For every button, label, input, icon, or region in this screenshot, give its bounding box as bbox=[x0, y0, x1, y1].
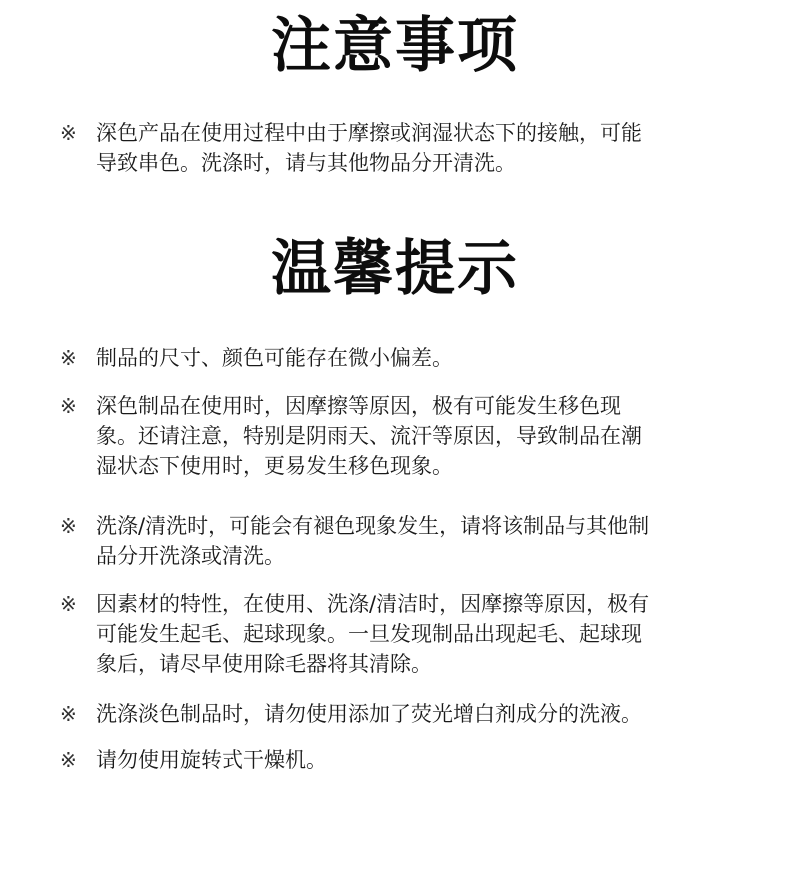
tip-text: 制品的尺寸、颜色可能存在微小偏差。 bbox=[96, 346, 453, 370]
tip-text: 请勿使用旋转式干燥机。 bbox=[96, 748, 327, 772]
tip-text: 洗涤/清洗时，可能会有褪色现象发生，请将该制品与其他制 品分开洗涤或清洗。 bbox=[96, 514, 650, 568]
tip-text: 洗涤淡色制品时，请勿使用添加了荧光增白剂成分的洗液。 bbox=[96, 702, 642, 726]
tip-item bbox=[60, 589, 740, 679]
tip-item bbox=[60, 745, 740, 775]
section-title-precautions: 注意事项 bbox=[271, 11, 519, 81]
reference-mark-icon: ※ bbox=[60, 702, 77, 726]
reference-mark-icon: ※ bbox=[60, 592, 77, 616]
tip-text: 因素材的特性，在使用、洗涤/清洁时，因摩擦等原因，极有 可能发生起毛、起球现象。一旦发现制品出现起毛、起球现 象后，请尽早使用除毛器将其清除。 bbox=[96, 592, 650, 676]
reference-mark-icon: ※ bbox=[60, 121, 77, 145]
precaution-item bbox=[60, 118, 740, 178]
reference-mark-icon: ※ bbox=[60, 394, 77, 418]
reference-mark-icon: ※ bbox=[60, 748, 77, 772]
tip-item bbox=[60, 343, 740, 373]
tip-item bbox=[60, 391, 740, 481]
tip-text: 深色制品在使用时，因摩擦等原因，极有可能发生移色现 象。还请注意，特别是阴雨天、流汗等原因，导致制品在潮 湿状态下使用时，更易发生移色现象。 bbox=[96, 394, 642, 478]
section-title-tips: 温馨提示 bbox=[271, 234, 519, 304]
reference-mark-icon: ※ bbox=[60, 346, 77, 370]
precaution-text: 深色产品在使用过程中由于摩擦或润湿状态下的接触，可能 导致串色。洗涤时，请与其他物品分开清洗。 bbox=[96, 121, 642, 175]
reference-mark-icon: ※ bbox=[60, 514, 77, 538]
tip-item bbox=[60, 699, 740, 729]
tip-item bbox=[60, 511, 740, 571]
